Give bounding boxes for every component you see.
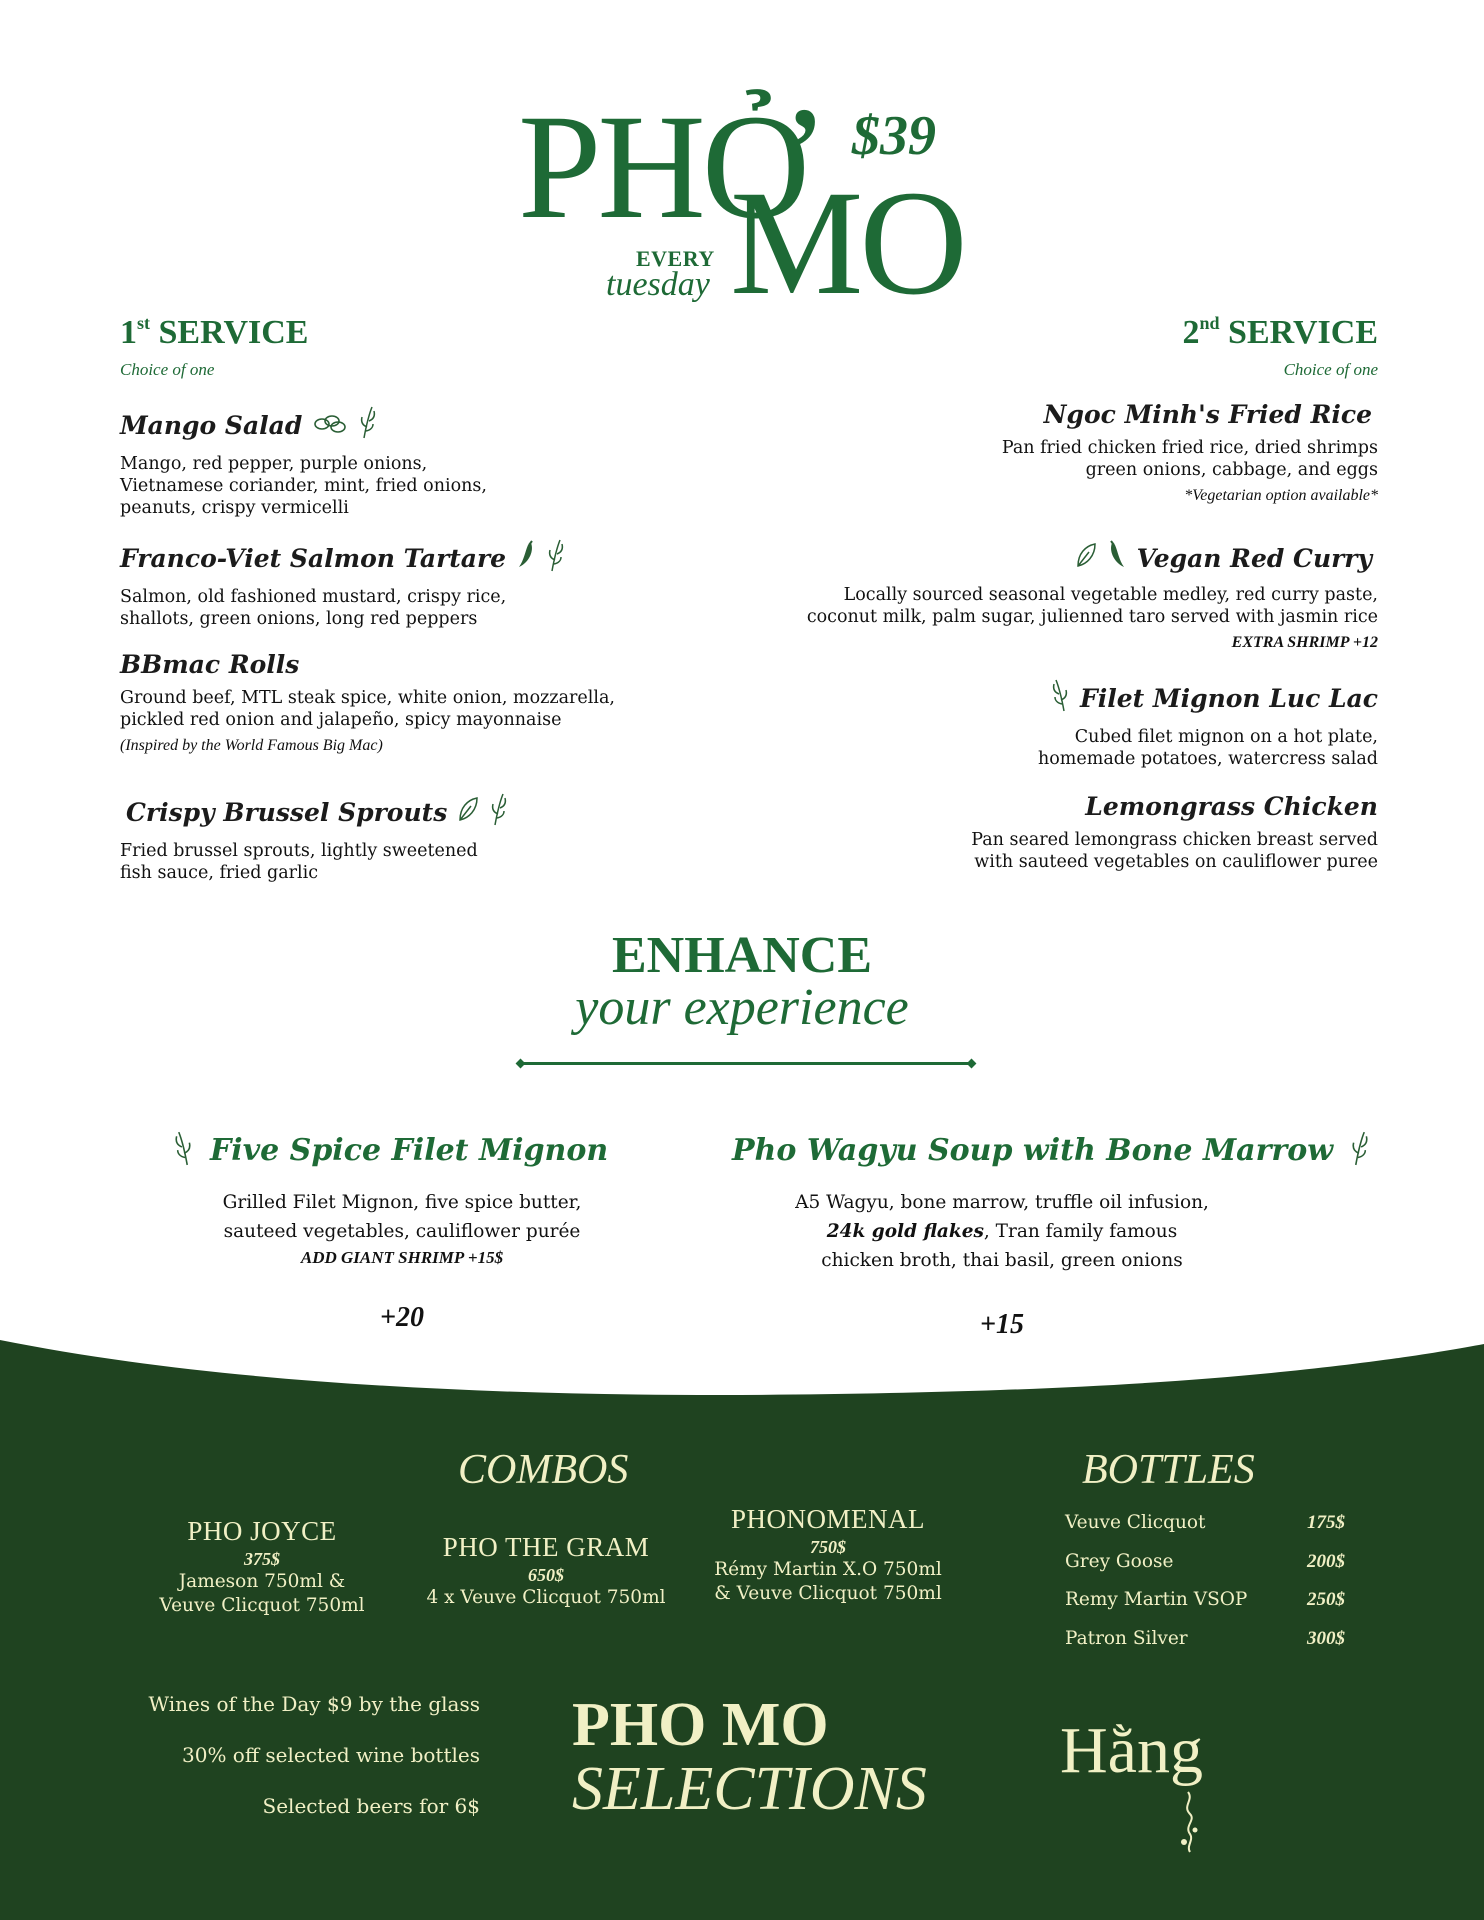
enhance-item-price: +15 <box>980 1309 1024 1340</box>
promo-line: 30% off selected wine bottles <box>182 1743 480 1767</box>
enhance-title: ENHANCE <box>611 927 873 984</box>
dish-name: Lemongrass Chicken <box>1085 792 1378 821</box>
first-service-subtitle: Choice of one <box>120 360 215 379</box>
logo-pho: PHỞ <box>518 84 807 250</box>
dish-name: Vegan Red Curry <box>738 540 1378 576</box>
first-service-title: 1st SERVICE <box>120 313 309 351</box>
combo-name: PHO THE GRAM <box>442 1532 650 1562</box>
chili-icon <box>1107 540 1127 576</box>
brand-logo: Hằng <box>1060 1714 1203 1787</box>
enhance-item-five-spice <box>172 1130 609 1170</box>
enhance-item-five-spice-body <box>172 1188 632 1334</box>
dish-description: Ground beef, MTL steak spice, white onion, mozzarella, pickled red onion and jalapeño, spicy mayonnaise <box>120 688 615 730</box>
bottle-name: Veuve Clicquot <box>1065 1512 1206 1533</box>
herb-icon <box>172 1130 194 1170</box>
peanut-icon <box>312 409 348 441</box>
bottle-name: Grey Goose <box>1065 1551 1174 1572</box>
bottle-row <box>1065 1512 1345 1534</box>
dish-extra: EXTRA SHRIMP +12 <box>1231 634 1378 651</box>
dish-salmon-tartare <box>120 538 680 630</box>
dish-name: Mango Salad <box>120 405 680 445</box>
dish-bbmac-rolls <box>120 650 740 755</box>
bottle-price: 300$ <box>1307 1628 1345 1649</box>
leaf-icon <box>1075 542 1097 574</box>
combo-name: PHONOMENAL <box>731 1504 925 1534</box>
enhance-item-name: Five Spice Filet Mignon <box>210 1132 609 1168</box>
dish-name: BBmac Rolls <box>120 650 300 679</box>
bottle-name: Patron Silver <box>1065 1628 1188 1649</box>
herb-icon <box>1050 678 1070 718</box>
dish-filet-luc-lac <box>758 678 1378 770</box>
combo-description: Jameson 750ml & Veuve Clicquot 750ml <box>159 1571 365 1616</box>
enhance-item-wagyu-body <box>732 1188 1272 1341</box>
combo-pho-joyce <box>142 1516 382 1618</box>
dish-mango-salad <box>120 405 680 519</box>
dish-note: (Inspired by the World Famous Big Mac) <box>120 737 383 754</box>
promo-line: Selected beers for 6$ <box>262 1794 480 1818</box>
dish-description: Fried brussel sprouts, lightly sweetened fish sauce, fried garlic <box>120 841 478 883</box>
combo-description: Rémy Martin X.O 750ml & Veuve Clicquot 750ml <box>714 1559 942 1604</box>
bottle-row <box>1065 1551 1345 1573</box>
header-price: $39 <box>852 105 936 167</box>
logo-mo: MO <box>730 160 964 326</box>
dish-fried-rice <box>758 400 1378 505</box>
dish-description: Cubed filet mignon on a hot plate, homemade potatoes, watercress salad <box>1037 727 1378 769</box>
enhance-item-price: +20 <box>380 1302 424 1333</box>
logo-every: EVERY <box>636 246 715 271</box>
enhance-item-header <box>172 1130 609 1170</box>
combo-description: 4 x Veuve Clicquot 750ml <box>426 1587 666 1608</box>
herb-icon <box>546 538 566 578</box>
enhance-item-description: Grilled Filet Mignon, five spice butter, sauteed vegetables, cauliflower purée <box>222 1192 582 1242</box>
bottle-price: 250$ <box>1307 1589 1345 1610</box>
dish-name: Franco-Viet Salmon Tartare <box>120 538 680 578</box>
combo-price: 650$ <box>528 1565 564 1585</box>
divider <box>520 1062 972 1065</box>
dish-name: Filet Mignon Luc Lac <box>758 678 1378 718</box>
bottle-price: 175$ <box>1307 1512 1345 1533</box>
dish-lemongrass-chicken <box>758 792 1378 873</box>
combo-price: 375$ <box>244 1549 280 1569</box>
dish-vegan-red-curry <box>738 540 1378 652</box>
leaf-icon <box>457 796 479 828</box>
bottles-heading: BOTTLES <box>1082 1447 1255 1493</box>
dragon-icon <box>1176 1790 1202 1858</box>
herb-icon <box>358 405 378 445</box>
bottle-row <box>1065 1628 1345 1650</box>
first-service <box>120 314 680 380</box>
enhance-item-description: A5 Wagyu, bone marrow, truffle oil infusion, 24k gold flakes, Tran family famous chicken broth, thai basil, green onions <box>795 1192 1209 1271</box>
dish-description: Pan fried chicken fried rice, dried shrimps green onions, cabbage, and eggs <box>1001 438 1378 480</box>
dish-description: Mango, red pepper, purple onions, Vietnamese coriander, mint, fried onions, peanuts, crispy vermicelli <box>120 454 487 518</box>
enhance-item-wagyu <box>732 1130 1334 1170</box>
bottle-price: 200$ <box>1307 1551 1345 1572</box>
bottle-row <box>1065 1589 1345 1611</box>
combo-phonomenal <box>700 1504 956 1606</box>
second-service <box>758 314 1378 380</box>
combo-pho-the-gram <box>410 1532 682 1610</box>
chili-icon <box>516 540 536 576</box>
enhance-subtitle: your experience <box>575 979 909 1036</box>
herb-icon <box>1349 1130 1371 1170</box>
herb-icon <box>489 792 509 832</box>
enhance-item-header <box>732 1130 1334 1170</box>
dish-name: Crispy Brussel Sprouts <box>120 792 680 832</box>
second-service-subtitle: Choice of one <box>1283 360 1378 379</box>
combo-name: PHO JOYCE <box>187 1516 337 1546</box>
promo-line: Wines of the Day $9 by the glass <box>148 1692 480 1716</box>
dish-brussel-sprouts <box>120 792 680 884</box>
logo-day: tuesday <box>606 266 710 303</box>
second-service-title: 2nd SERVICE <box>1182 313 1378 351</box>
selections-subtitle: SELECTIONS <box>572 1755 927 1823</box>
dish-name: Ngoc Minh's Fried Rice <box>1043 400 1372 429</box>
enhance-item-extra: ADD GIANT SHRIMP +15$ <box>300 1248 504 1267</box>
dish-description: Salmon, old fashioned mustard, crispy rice, shallots, green onions, long red peppers <box>120 587 507 629</box>
combo-price: 750$ <box>810 1537 846 1557</box>
dish-description: Pan seared lemongrass chicken breast served with sauteed vegetables on cauliflower puree <box>971 830 1378 872</box>
bottle-name: Remy Martin VSOP <box>1065 1589 1248 1610</box>
dish-description: Locally sourced seasonal vegetable medley, red curry paste, coconut milk, palm sugar, julienned taro served with jasmin rice <box>806 585 1378 627</box>
dish-note: *Vegetarian option available* <box>1184 487 1378 504</box>
selections-title: PHO MO <box>572 1691 829 1759</box>
enhance-item-name: Pho Wagyu Soup with Bone Marrow <box>732 1132 1334 1168</box>
combos-heading: COMBOS <box>458 1447 629 1493</box>
